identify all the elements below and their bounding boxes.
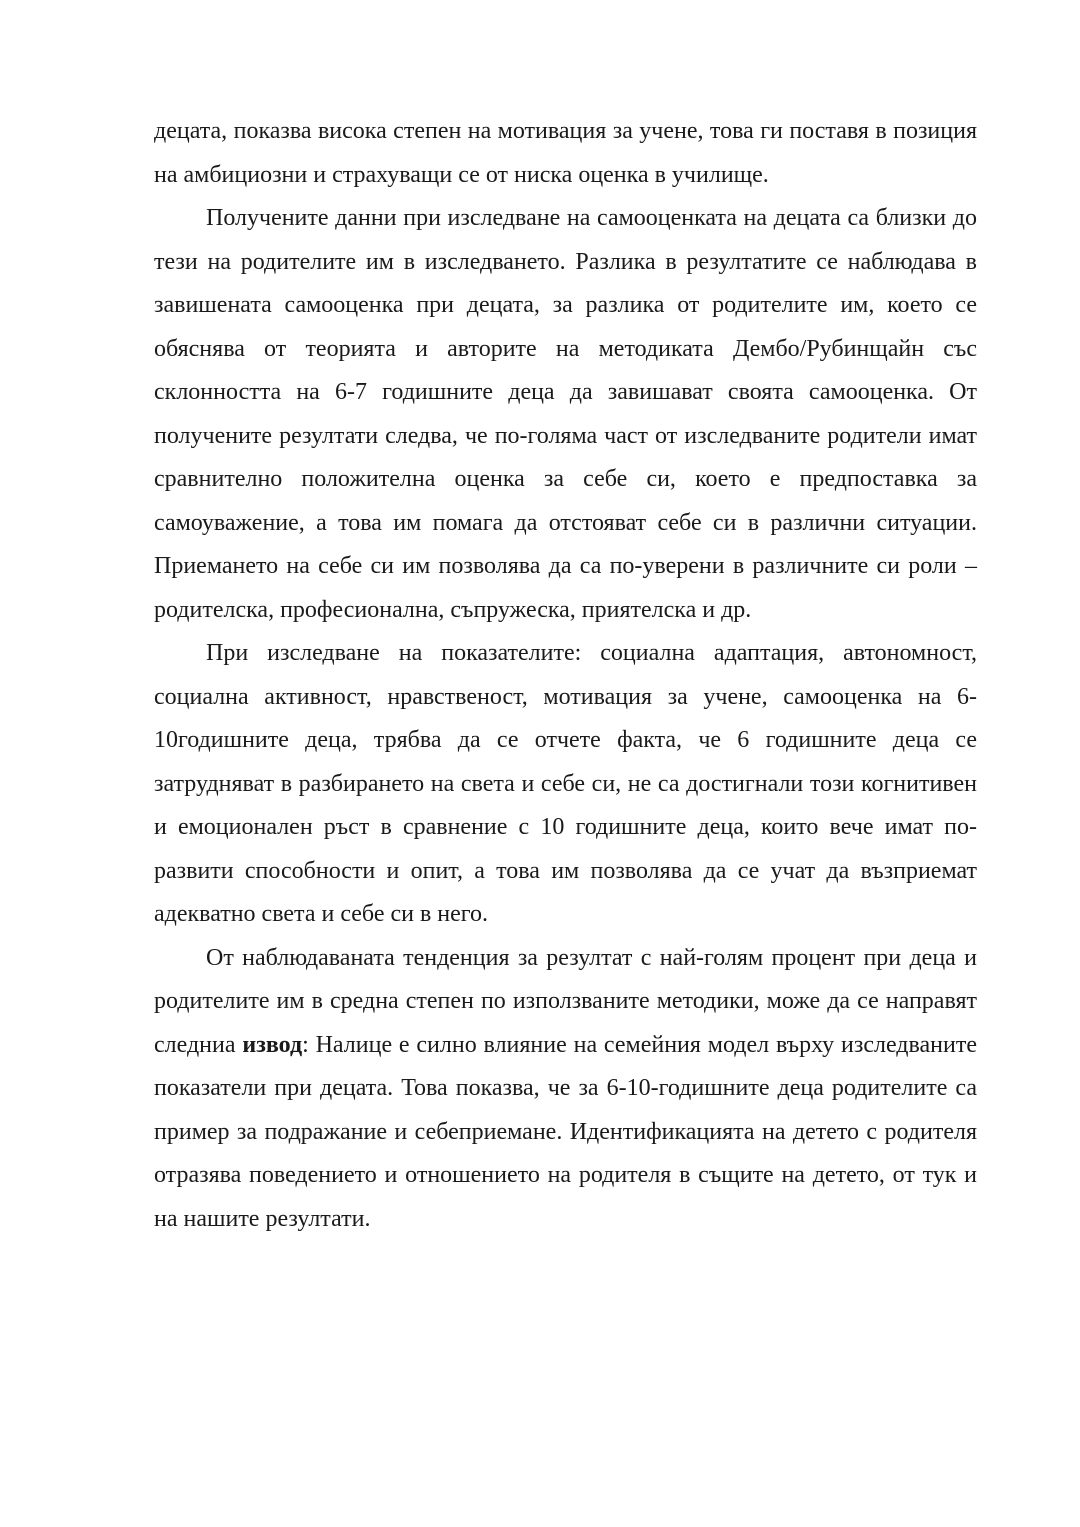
conclusion-keyword: извод	[242, 1031, 303, 1058]
paragraph-4-text-before: От наблюдаваната тенденция за резултат с най-голям процент при деца и родителите им в средна степен по използваните методики, може да се направят следниа	[154, 944, 977, 1058]
paragraph-4	[154, 937, 977, 1242]
document-page	[154, 110, 977, 1241]
paragraph-4-text-after: : Налице е силно влияние на семейния модел върху изследваните показатели при децата. Това показва, че за 6-10-годишните деца родителите са пример за подражание и себеприемане. Идентификацията на детето с родителя отразява поведението и отношението на родителя в същите на детето, от тук и на нашите резултати.	[154, 1031, 978, 1232]
paragraph-2: Получените данни при изследване на самооценката на децата са близки до тези на родителите им в изследването. Разлика в резултатите се наблюдава в завишената самооценка при децата, за разлика от родителите им, което се обяснява от теорията и авторите на методиката Дембо/Рубинщайн със склонността на 6-7 годишните деца да завишават своята самооценка. От получените резултати следва, че по-голяма част от изследваните родители имат сравнително положителна оценка за себе си, което е предпоставка за самоуважение, а това им помага да отстояват себе си в различни ситуации. Приемането на себе си им позволява да са по-уверени в различните си роли – родителска, професионална, съпружеска, приятелска и др.	[154, 205, 977, 623]
paragraph-3: При изследване на показателите: социална адаптация, автономност, социална активност, нравственост, мотивация за учене, самооценка на 6-10годишните деца, трябва да се отчете факта, че 6 годишните деца се затрудняват в разбирането на света и себе си, не са достигнали този когнитивен и емоционален ръст в сравнение с 10 годишните деца, които вече имат по-развити способности и опит, а това им позволява да се учат да възприемат адекватно света и себе си в него.	[154, 640, 977, 927]
paragraph-1: децата, показва висока степен на мотивация за учене, това ги поставя в позиция на амбициозни и страхуващи се от ниска оценка в училище.	[154, 118, 977, 188]
